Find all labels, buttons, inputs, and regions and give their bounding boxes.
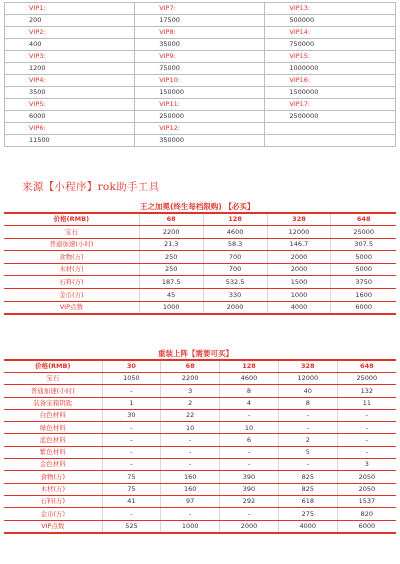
table2-caption: 重装上阵【需要可买】 xyxy=(158,349,233,358)
vip-row xyxy=(5,63,396,75)
table-row xyxy=(4,409,396,421)
table-cell: 1600 xyxy=(331,288,396,301)
table-cell: 10 xyxy=(161,422,220,434)
table-cell: 6 xyxy=(220,434,279,446)
row-label: 木材(万) xyxy=(4,483,102,495)
table-cell: 1000 xyxy=(139,301,203,314)
table-cell: 390 xyxy=(220,483,279,495)
table-cell: 5000 xyxy=(331,251,396,264)
row-label: 宝石 xyxy=(4,373,102,385)
table-row xyxy=(4,301,396,314)
vip-row xyxy=(5,111,396,123)
table-cell: 2050 xyxy=(337,483,396,495)
vip-points-value: 400 xyxy=(5,39,135,51)
vip-points-value: 250000 xyxy=(135,111,265,123)
vip-points-value: 2500000 xyxy=(265,111,396,123)
row-label: 普通加速(小时) xyxy=(4,238,139,251)
vip-points-value: 3500 xyxy=(5,87,135,99)
table-cell: 3750 xyxy=(331,276,396,289)
table-cell: 3 xyxy=(161,385,220,397)
table-cell: 1500 xyxy=(267,276,331,289)
vip-points-value: 750000 xyxy=(265,39,396,51)
vip-points-value: 35000 xyxy=(135,39,265,51)
vip-points-value: 200 xyxy=(5,15,135,27)
table-cell: 21.3 xyxy=(139,238,203,251)
table-cell: 6000 xyxy=(337,520,396,533)
table-cell: - xyxy=(337,446,396,458)
row-label: 绿色材料 xyxy=(4,422,102,434)
table-cell: - xyxy=(337,434,396,446)
table-cell: 45 xyxy=(139,288,203,301)
table-row xyxy=(4,520,396,533)
vip-points-value: 350000 xyxy=(135,135,265,147)
table-cell: 160 xyxy=(161,483,220,495)
vip-points-value xyxy=(265,123,396,135)
vip-level-label: VIP7: xyxy=(135,3,265,15)
vip-level-label: VIP3: xyxy=(5,51,135,63)
vip-level-label: VIP10: xyxy=(135,75,265,87)
table-cell: 25000 xyxy=(337,373,396,385)
table-cell: 275 xyxy=(278,508,337,520)
table-cell: - xyxy=(102,422,161,434)
table-cell: - xyxy=(161,446,220,458)
table-cell: - xyxy=(102,459,161,471)
table-cell: 1050 xyxy=(102,373,161,385)
table-cell: 2000 xyxy=(220,520,279,533)
vip-level-label: VIP16: xyxy=(265,75,396,87)
reequip-package-table xyxy=(4,359,396,534)
row-label: 食物(万) xyxy=(4,471,102,483)
price-header: 价格(RMB) xyxy=(4,213,139,226)
table-cell: 330 xyxy=(203,288,267,301)
table-cell: 700 xyxy=(203,263,267,276)
table-row xyxy=(4,508,396,520)
vip-row xyxy=(5,15,396,27)
table-cell: - xyxy=(161,434,220,446)
row-label: 食物(万) xyxy=(4,251,139,264)
row-label: 蓝色材料 xyxy=(4,434,102,446)
table-row xyxy=(4,434,396,446)
table-cell: - xyxy=(278,409,337,421)
vip-level-label: VIP6: xyxy=(5,123,135,135)
source-note: 来源【小程序】rok助手工具 xyxy=(22,181,160,193)
vip-level-label: VIP14: xyxy=(265,27,396,39)
price-tier-header: 328 xyxy=(267,213,331,226)
table-cell: 146.7 xyxy=(267,238,331,251)
vip-points-value: 150000 xyxy=(135,87,265,99)
table-cell: 820 xyxy=(337,508,396,520)
crown-package-table xyxy=(4,212,396,315)
vip-points-value: 500000 xyxy=(265,15,396,27)
vip-level-label: VIP11: xyxy=(135,99,265,111)
row-label: 金币(万) xyxy=(4,288,139,301)
table-cell: 250 xyxy=(139,251,203,264)
vip-row xyxy=(5,123,396,135)
table-row xyxy=(4,226,396,239)
price-tier-header: 128 xyxy=(203,213,267,226)
table-cell: 11 xyxy=(337,397,396,409)
table-cell: 97 xyxy=(161,495,220,507)
table-cell: 30 xyxy=(102,409,161,421)
vip-points-value: 6000 xyxy=(5,111,135,123)
table-cell: - xyxy=(102,508,161,520)
table-cell: 8 xyxy=(220,385,279,397)
table-row xyxy=(4,422,396,434)
vip-level-label: VIP5: xyxy=(5,99,135,111)
vip-level-label: VIP2: xyxy=(5,27,135,39)
price-tier-header: 68 xyxy=(139,213,203,226)
table-row xyxy=(4,238,396,251)
table-cell: 1000 xyxy=(267,288,331,301)
vip-row xyxy=(5,135,396,147)
vip-level-label: VIP12: xyxy=(135,123,265,135)
vip-row xyxy=(5,51,396,63)
table-cell: - xyxy=(337,409,396,421)
row-label: 装备宝箱钥匙 xyxy=(4,397,102,409)
table-cell: - xyxy=(102,434,161,446)
table-cell: 2000 xyxy=(267,251,331,264)
table-cell: 12000 xyxy=(267,226,331,239)
vip-points-value: 1200 xyxy=(5,63,135,75)
vip-row xyxy=(5,3,396,15)
table-row xyxy=(4,373,396,385)
vip-level-label: VIP9: xyxy=(135,51,265,63)
table-row xyxy=(4,263,396,276)
table-cell: 22 xyxy=(161,409,220,421)
table-cell: 4600 xyxy=(220,373,279,385)
row-label: 紫色材料 xyxy=(4,446,102,458)
vip-points-value: 11500 xyxy=(5,135,135,147)
table-cell: 58.3 xyxy=(203,238,267,251)
table-cell: 5 xyxy=(278,446,337,458)
table-cell: 5000 xyxy=(331,263,396,276)
table-cell: 4 xyxy=(220,397,279,409)
vip-points-value: 17500 xyxy=(135,15,265,27)
table-cell: 40 xyxy=(278,385,337,397)
table-cell: - xyxy=(278,459,337,471)
vip-level-label: VIP8: xyxy=(135,27,265,39)
vip-points-value: 75000 xyxy=(135,63,265,75)
table-cell: 2200 xyxy=(139,226,203,239)
table-cell: 8 xyxy=(278,397,337,409)
vip-threshold-table xyxy=(4,2,396,147)
table-cell: 75 xyxy=(102,471,161,483)
vip-row xyxy=(5,39,396,51)
table-cell: - xyxy=(220,409,279,421)
vip-points-value xyxy=(265,135,396,147)
table-cell: 2000 xyxy=(203,301,267,314)
table-row xyxy=(4,251,396,264)
table-cell: - xyxy=(278,422,337,434)
price-tier-header: 68 xyxy=(161,360,220,373)
table-row xyxy=(4,483,396,495)
row-label: 金币(万) xyxy=(4,508,102,520)
vip-level-label: VIP17: xyxy=(265,99,396,111)
row-label: 白色材料 xyxy=(4,409,102,421)
table-cell: 4000 xyxy=(278,520,337,533)
table-cell: 41 xyxy=(102,495,161,507)
table-cell: 3 xyxy=(337,459,396,471)
table-row xyxy=(4,495,396,507)
row-label: 木材(万) xyxy=(4,263,139,276)
table-cell: - xyxy=(220,459,279,471)
row-label: VIP点数 xyxy=(41,521,65,530)
table-cell: 4600 xyxy=(203,226,267,239)
table-cell: 4000 xyxy=(267,301,331,314)
table-cell: 292 xyxy=(220,495,279,507)
price-tier-header: 648 xyxy=(331,213,396,226)
row-label: 普通加速(小时) xyxy=(4,385,102,397)
table-cell: 10 xyxy=(220,422,279,434)
price-tier-header: 328 xyxy=(278,360,337,373)
table-cell: 2000 xyxy=(267,263,331,276)
vip-points-value: 1500000 xyxy=(265,87,396,99)
vip-level-label: VIP15: xyxy=(265,51,396,63)
price-tier-header: 128 xyxy=(220,360,279,373)
table-cell: 700 xyxy=(203,251,267,264)
table-cell: - xyxy=(161,508,220,520)
table-cell: - xyxy=(337,422,396,434)
table-cell: 1537 xyxy=(337,495,396,507)
table-cell: 825 xyxy=(278,483,337,495)
vip-level-label: VIP4: xyxy=(5,75,135,87)
table-cell: 2050 xyxy=(337,471,396,483)
row-label: 石料(万) xyxy=(4,495,102,507)
table-row xyxy=(4,446,396,458)
table-cell: 12000 xyxy=(278,373,337,385)
row-label: 石料(万) xyxy=(4,276,139,289)
table-cell: 2200 xyxy=(161,373,220,385)
table1-caption: 王之加冕(终生每档限购) 【必买】 xyxy=(140,202,255,211)
price-header: 价格(RMB) xyxy=(4,360,102,373)
vip-row xyxy=(5,27,396,39)
vip-row xyxy=(5,75,396,87)
table-row xyxy=(4,288,396,301)
price-tier-header: 648 xyxy=(337,360,396,373)
price-tier-header: 30 xyxy=(102,360,161,373)
table-row xyxy=(4,397,396,409)
table-cell: 532.5 xyxy=(203,276,267,289)
table-cell: 1000 xyxy=(161,520,220,533)
vip-row xyxy=(5,87,396,99)
table-cell: - xyxy=(102,446,161,458)
table-cell: 2 xyxy=(161,397,220,409)
row-label: VIP点数 xyxy=(59,303,84,312)
table-row xyxy=(4,276,396,289)
table-cell: 618 xyxy=(278,495,337,507)
vip-row xyxy=(5,99,396,111)
table-cell: 2 xyxy=(278,434,337,446)
row-label: 金色材料 xyxy=(4,459,102,471)
table-cell: 6000 xyxy=(331,301,396,314)
table-cell: 132 xyxy=(337,385,396,397)
vip-level-label: VIP1: xyxy=(5,3,135,15)
table-cell: 187.5 xyxy=(139,276,203,289)
table-cell: 25000 xyxy=(331,226,396,239)
table-cell: - xyxy=(102,385,161,397)
table-cell: 75 xyxy=(102,483,161,495)
table-cell: 825 xyxy=(278,471,337,483)
table-row xyxy=(4,385,396,397)
table-cell: 525 xyxy=(102,520,161,533)
table-row xyxy=(4,459,396,471)
table-cell: - xyxy=(220,446,279,458)
table-cell: 250 xyxy=(139,263,203,276)
row-label: 宝石 xyxy=(4,226,139,239)
table-cell: - xyxy=(220,508,279,520)
table-cell: 1 xyxy=(102,397,161,409)
table-cell: 307.5 xyxy=(331,238,396,251)
table-row xyxy=(4,471,396,483)
table-cell: - xyxy=(161,459,220,471)
vip-level-label: VIP13: xyxy=(265,3,396,15)
vip-points-value: 1000000 xyxy=(265,63,396,75)
table-cell: 390 xyxy=(220,471,279,483)
table-cell: 160 xyxy=(161,471,220,483)
